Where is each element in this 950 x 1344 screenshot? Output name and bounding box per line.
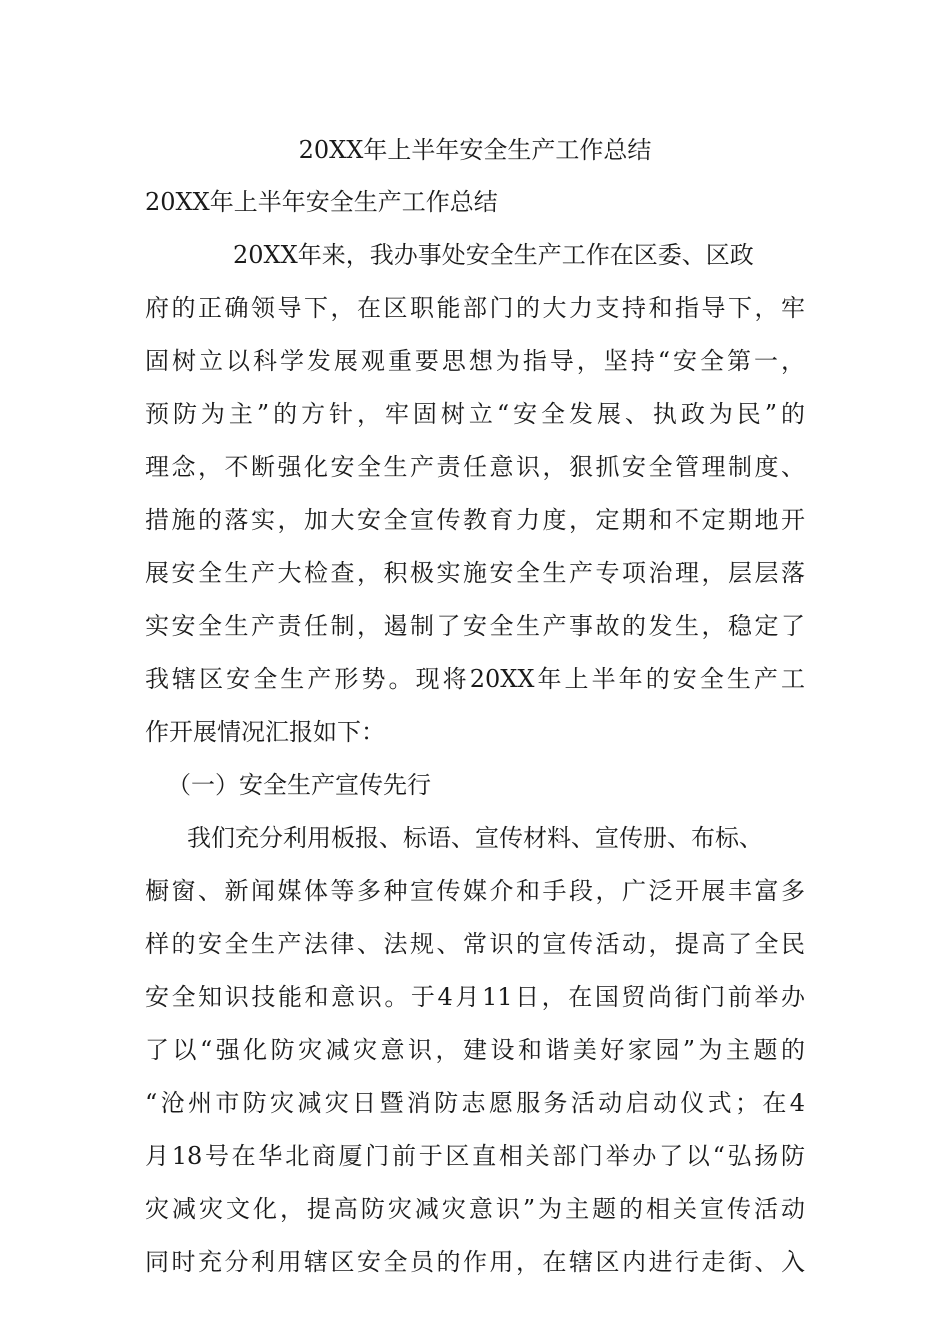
document-subtitle: 20XX年上半年安全生产工作总结 [145, 188, 498, 216]
paragraph-line: 20XX年来，我办事处安全生产工作在区委、区政 [233, 241, 754, 269]
paragraph-line: 了以“强化防灾减灾意识，建设和谐美好家园”为主题的 [145, 1036, 805, 1064]
paragraph-line: 措施的落实，加大安全宣传教育力度，定期和不定期地开 [145, 506, 805, 534]
paragraph-line: 样的安全生产法律、法规、常识的宣传活动，提高了全民 [145, 930, 805, 958]
paragraph-line: 安全知识技能和意识。于4月11日，在国贸尚街门前举办 [145, 983, 805, 1011]
paragraph-line: 展安全生产大检查，积极实施安全生产专项治理，层层落 [145, 559, 805, 587]
paragraph-line: 府的正确领导下，在区职能部门的大力支持和指导下，牢 [145, 294, 805, 322]
document-body [145, 176, 805, 1289]
paragraph-line: 橱窗、新闻媒体等多种宣传媒介和手段，广泛开展丰富多 [145, 877, 805, 905]
paragraph-line: 我辖区安全生产形势。现将20XX年上半年的安全生产工 [145, 665, 805, 693]
document-title: 20XX年上半年安全生产工作总结 [298, 136, 652, 164]
paragraph-line: 灾减灾文化，提高防灾减灾意识”为主题的相关宣传活动 [145, 1195, 805, 1223]
paragraph-line: 月18号在华北商厦门前于区直相关部门举办了以“弘扬防 [145, 1142, 805, 1170]
section-heading: （一）安全生产宣传先行 [167, 771, 431, 799]
paragraph-line: 固树立以科学发展观重要思想为指导，坚持“安全第一， [145, 347, 805, 375]
paragraph-line: 我们充分利用板报、标语、宣传材料、宣传册、布标、 [187, 824, 763, 852]
paragraph-line: 同时充分利用辖区安全员的作用，在辖区内进行走街、入 [145, 1248, 805, 1276]
paragraph-line: 理念，不断强化安全生产责任意识，狠抓安全管理制度、 [145, 453, 805, 481]
paragraph-line: 预防为主”的方针，牢固树立“安全发展、执政为民”的 [145, 400, 805, 428]
paragraph-line: 作开展情况汇报如下： [145, 718, 385, 746]
paragraph-line: 实安全生产责任制，遏制了安全生产事故的发生，稳定了 [145, 612, 805, 640]
paragraph-line: “沧州市防灾减灾日暨消防志愿服务活动启动仪式；在4 [145, 1089, 805, 1117]
